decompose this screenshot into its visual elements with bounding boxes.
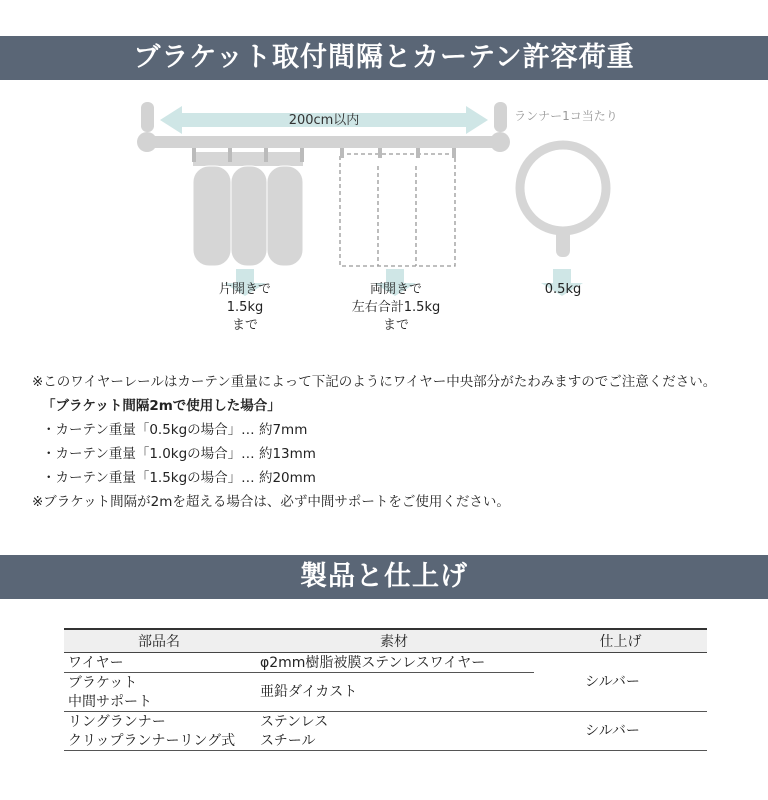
two-side-label-2: 左右合計1.5kg xyxy=(351,300,441,315)
one-side-label-3: まで xyxy=(231,318,259,333)
material-cell: 亜鉛ダイカスト xyxy=(254,673,534,712)
ring-runner-icon xyxy=(520,145,606,231)
runner-hook xyxy=(556,229,570,257)
two-side-curtain xyxy=(340,154,455,266)
two-side-label-3: まで xyxy=(382,318,410,333)
deflection-notes xyxy=(32,370,752,514)
left-bracket xyxy=(141,102,154,132)
finish-cell: シルバー xyxy=(534,712,707,751)
header-material: 素材 xyxy=(254,629,534,653)
one-side-curtain xyxy=(192,148,304,266)
finish-cell: シルバー xyxy=(534,653,707,712)
span-label: 200cm以内 xyxy=(288,113,360,128)
section-title-materials: 製品と仕上げ xyxy=(0,555,768,599)
header-finish: 仕上げ xyxy=(534,629,707,653)
right-bracket xyxy=(494,102,507,132)
bracket-load-diagram xyxy=(0,96,768,346)
one-side-label-1: 片開きで xyxy=(218,282,272,297)
wire-rail xyxy=(145,136,503,148)
materials-table xyxy=(64,628,707,751)
table-row xyxy=(64,712,707,732)
notes-footer: ※ブラケット間隔が2mを超える場合は、必ず中間サポートをご使用ください。 xyxy=(32,494,510,510)
part-cell: ブラケット xyxy=(64,673,254,693)
notes-item: ・カーテン重量「1.0kgの場合」… 約13mm xyxy=(42,446,316,462)
runner-weight-label: 0.5kg xyxy=(544,282,582,297)
table-row xyxy=(64,653,707,673)
part-cell: ワイヤー xyxy=(68,654,124,671)
header-part: 部品名 xyxy=(64,629,254,653)
part-cell: 中間サポート xyxy=(68,693,152,710)
section-title-bracket: ブラケット取付間隔とカーテン許容荷重 xyxy=(0,36,768,80)
runner-label: ランナー1コ当たり xyxy=(514,109,618,123)
material-cell: φ2mm樹脂被膜ステンレスワイヤー xyxy=(260,654,486,671)
one-side-label-2: 1.5kg xyxy=(226,300,264,315)
material-cell: スチール xyxy=(254,731,534,751)
notes-item: ・カーテン重量「1.5kgの場合」… 約20mm xyxy=(42,470,316,486)
part-cell: クリップランナーリング式 xyxy=(64,731,254,751)
part-cell: リングランナー xyxy=(64,712,254,732)
notes-heading: 「ブラケット間隔2mで使用した場合」 xyxy=(42,398,281,414)
notes-intro: ※このワイヤーレールはカーテン重量によって下記のようにワイヤー中央部分がたわみますのでご注意ください。 xyxy=(32,374,717,390)
material-cell: ステンレス xyxy=(254,712,534,732)
notes-item: ・カーテン重量「0.5kgの場合」… 約7mm xyxy=(42,422,308,438)
two-side-label-1: 両開きで xyxy=(369,282,423,297)
table-header-row xyxy=(64,629,707,653)
